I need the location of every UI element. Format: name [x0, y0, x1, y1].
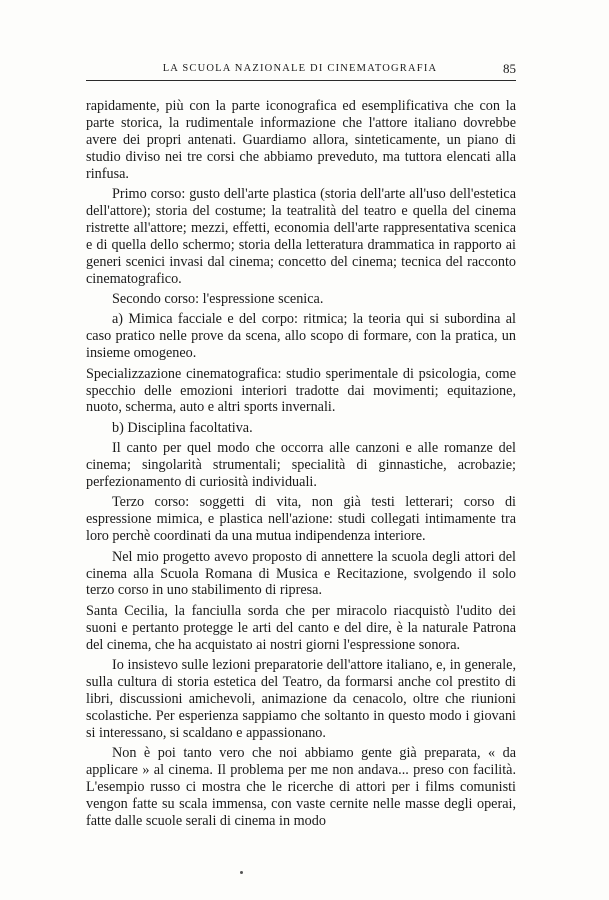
- paragraph: rapidamente, più con la parte iconografica ed esemplificativa che con la parte storica, la rudimentale informazione che l'attore italiano dovrebbe avere dei propri antenati. Guardiamo allora, sinteticamente, un piano di studio diviso nei tre corsi che abbiamo preveduto, ma tuttora elencati alla rinfusa.: [86, 98, 516, 182]
- paragraph: a) Mimica facciale e del corpo: ritmica; la teoria qui si subordina al caso pratico nelle prove da scena, allo scopo di formare, con la pratica, un insieme omogeneo.: [86, 311, 516, 362]
- paragraph: Specializzazione cinematografica: studio sperimentale di psicologia, come specchio delle emozioni interiori tradotte dai movimenti; equitazione, nuoto, scherma, auto e altri sports invernali.: [86, 365, 516, 416]
- paragraph: Secondo corso: l'espressione scenica.: [112, 290, 324, 307]
- paragraph: Io insistevo sulle lezioni preparatorie dell'attore italiano, e, in generale, sulla cultura di storia estetica del Teatro, da formarsi anche col prestito di libri, discussioni amichevoli, animazione da cenacolo, oltre che riunioni scolastiche. Per esperienza sappiamo che soltanto in questo modo i giovani si interessano, si scaldano e appassionano.: [86, 657, 516, 741]
- paragraph: Non è poi tanto vero che noi abbiamo gente già preparata, « da applicare » al cinema. Il problema per me non andava... preso con facilità. L'esempio russo ci mostra che le ricerche di attori per i films comunisti vengon fatte su scala immensa, con vaste cernite nelle masse degli operai, fatte dalle scuole serali di cinema in modo: [86, 745, 516, 829]
- paragraph: Primo corso: gusto dell'arte plastica (storia dell'arte all'uso dell'estetica dell'attore); storia del costume; la teatralità del teatro e quella del cinema ristrette all'attore; mezzi, effetti, economia dell'arte rappresentativa scenica e di quella dello schermo; storia della letteratura drammatica in rapporto ai generi scenici invasi dal cinema; concetto del cinema; tecnica del racconto cinematografico.: [86, 186, 516, 287]
- print-speck: [240, 871, 243, 874]
- running-header: [86, 62, 514, 80]
- body-text: [86, 98, 516, 833]
- running-title: LA SCUOLA NAZIONALE DI CINEMATOGRAFIA: [162, 63, 438, 74]
- page-number: 85: [503, 61, 516, 76]
- paragraph: Terzo corso: soggetti di vita, non già testi letterari; corso di espressione mimica, e plastica nell'azione: studi collegati intimamente tra loro perchè coordinati da una mutua indipendenza interiore.: [86, 494, 516, 545]
- paragraph: Santa Cecilia, la fanciulla sorda che per miracolo riacquistò l'udito dei suoni e pertanto protegge le arti del canto e del dire, è la naturale Patrona del cinema, che ha acquistato ai nostri giorni l'espressione sonora.: [86, 602, 516, 653]
- header-rule: [86, 80, 516, 81]
- paragraph: b) Disciplina facoltativa.: [112, 419, 253, 436]
- paragraph: Il canto per quel modo che occorra alle canzoni e alle romanze del cinema; singolarità strumentali; specialità di ginnastiche, acrobazie; perfezionamento di curiosità individuali.: [86, 440, 516, 491]
- paragraph: Nel mio progetto avevo proposto di annettere la scuola degli attori del cinema alla Scuola Romana di Musica e Recitazione, svolgendo il solo terzo corso in uno stabilimento di ripresa.: [86, 548, 516, 599]
